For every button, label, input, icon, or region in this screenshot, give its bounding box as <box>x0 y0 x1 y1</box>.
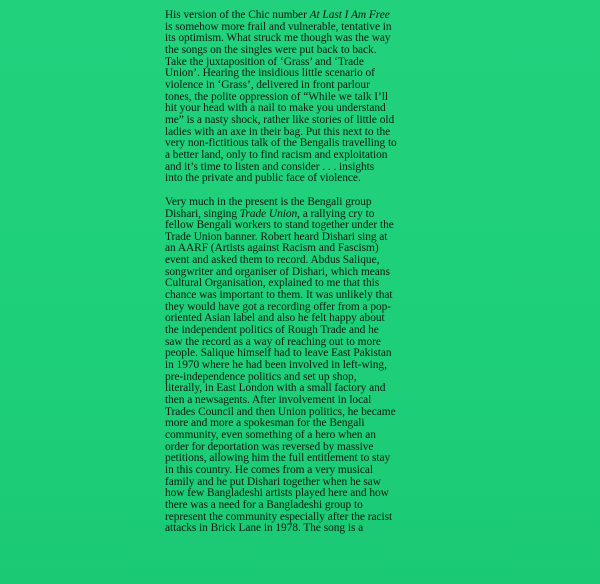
italic-title: Trade Union <box>239 207 298 220</box>
text-run: very non-fictitious talk of the Bengalis travelling to <box>165 137 397 150</box>
italic-title: At Last I Am Free <box>309 9 390 21</box>
text-run: , a rallying cry to <box>297 207 375 220</box>
text-run: Very much in the present is the Bengali group <box>165 195 372 208</box>
text-run: is somehow more frail and vulnerable, tentative in <box>165 20 392 33</box>
text-run: attacks in Brick Lane in 1978. The song is a <box>165 522 364 535</box>
text-run: order for deportation was reversed by massive <box>165 440 374 453</box>
text-run: family and he put Dishari together when he saw <box>165 475 381 488</box>
text-run: more and more a spokesman for the Bengali <box>165 417 365 430</box>
text-run: Take the juxtaposition of ‘Grass’ and ‘Trade <box>165 55 364 68</box>
text-line <box>165 173 435 185</box>
text-run: its optimism. What struck me though was the way <box>165 32 391 45</box>
text-run: the songs on the singles were put back to back. <box>165 43 377 56</box>
text-run: represent the community especially after the racist <box>165 510 393 523</box>
text-run: and it’s time to listen and consider . . . insights <box>165 160 375 173</box>
paragraph-1 <box>165 10 435 185</box>
text-run: Union’. Hearing the insidious little scenario of <box>165 67 375 80</box>
text-run: chance was important to them. It was unlikely that <box>165 289 393 302</box>
text-column <box>165 10 435 535</box>
text-run: in 1970 where he had been involved in left-wing, <box>165 359 387 372</box>
text-run: then a newsagents. After involvement in local <box>165 394 372 406</box>
text-run: me” is a nasty shock, rather like stories of little old <box>165 113 395 126</box>
text-run: an AARF (Artists against Racism and Fascism) <box>165 242 379 255</box>
text-run: the independent politics of Rough Trade and he <box>165 324 379 337</box>
text-run: fellow Bengali workers to stand together under the <box>165 219 394 232</box>
text-run: into the private and public face of violence. <box>165 172 361 185</box>
text-run: literally, in East London with a small factory and <box>165 382 386 395</box>
text-run: ladies with an axe in their bag. Put this next to the <box>165 125 391 138</box>
text-run: event and asked them to record. Abdus Salique, <box>165 254 380 267</box>
text-run: hit your head with a nail to make you understand <box>165 102 386 115</box>
text-run: tones, the polite oppression of “While we talk I’ll <box>165 90 388 103</box>
text-run: saw the record as a way of reaching out to more <box>165 335 381 348</box>
text-run: Trade Union banner. Robert heard Dishari sing at <box>165 230 388 243</box>
text-run: Trades Council and then Union politics, he became <box>165 405 396 418</box>
text-run: oriented Asian label and also he felt happy about <box>165 312 385 325</box>
text-line <box>165 523 435 535</box>
text-run: they would have got a recording offer from a pop- <box>165 300 392 313</box>
text-run: people. Salique himself had to leave East Pakistan <box>165 347 392 360</box>
text-run: there was a need for a Bangladeshi group to <box>165 498 363 511</box>
text-run: Cultural Organisation, explained to me that this <box>165 277 380 290</box>
text-run: Dishari, singing <box>165 207 240 220</box>
text-run: a better land, only to find racism and exploitation <box>165 148 388 161</box>
text-run: petitions, allowing him the full entitlement to stay <box>165 452 391 465</box>
text-run: His version of the Chic number <box>165 9 310 21</box>
text-run: pre-independence politics and set up shop, <box>165 370 357 383</box>
paragraph-2 <box>165 197 435 535</box>
text-run: violence in ‘Grass’, delivered in front parlour <box>165 78 370 91</box>
text-run: songwriter and organiser of Dishari, which means <box>165 265 390 278</box>
text-run: how few Bangladeshi artists played here and how <box>165 487 389 500</box>
text-run: community, even something of a hero when an <box>165 428 376 441</box>
text-run: in this country. He comes from a very musical <box>165 463 373 476</box>
